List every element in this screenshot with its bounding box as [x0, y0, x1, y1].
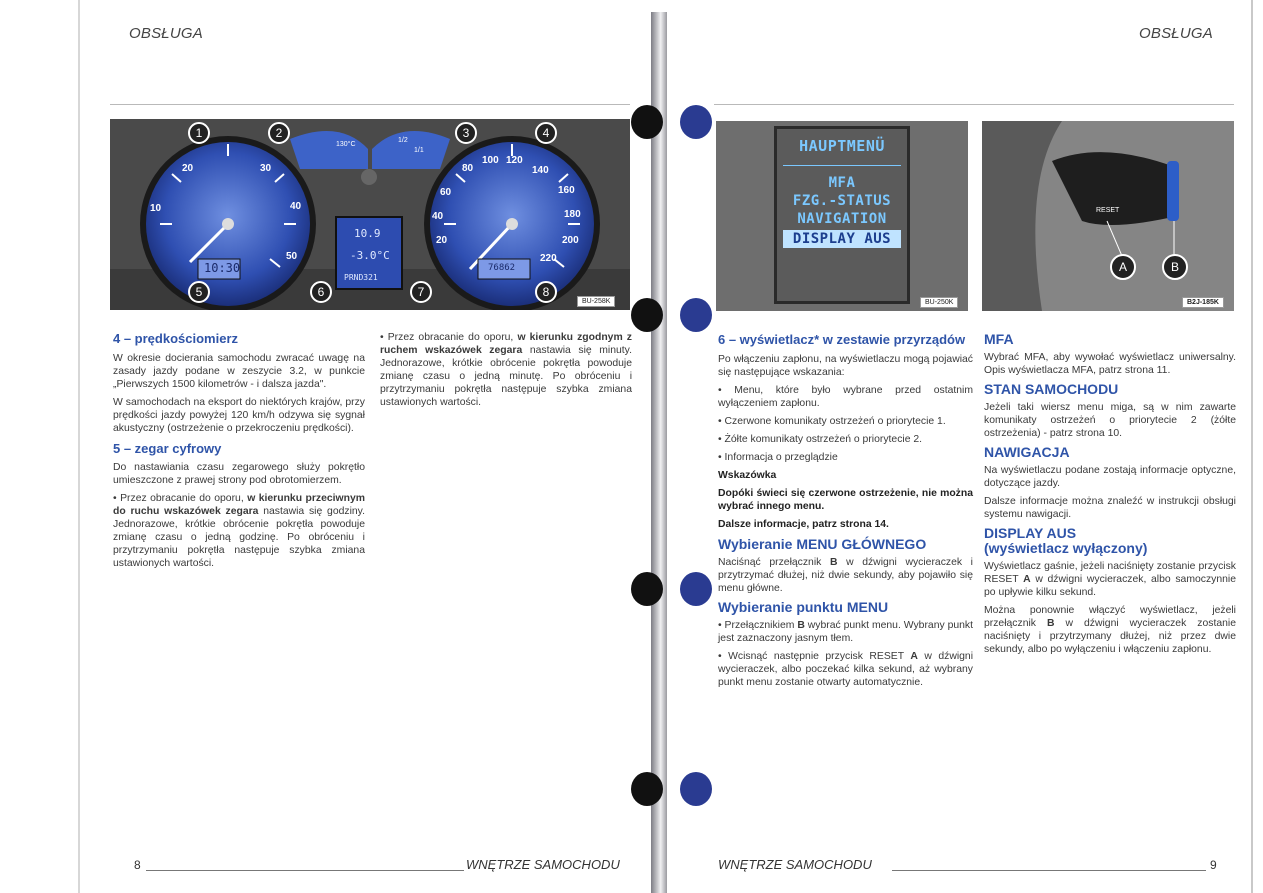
menu-item-status: FZG.-STATUS [792, 193, 892, 209]
header-rule-right [714, 104, 1234, 105]
tacho-tick-20: 20 [436, 235, 448, 246]
binding-dot [680, 572, 712, 606]
callout-3: 3 [455, 122, 477, 144]
text-run: Można ponownie włączyć wyświetlacz, jeżeli przełącznik [984, 605, 1236, 629]
bullet-item: • Żółte komunikaty ostrzeżeń o priorytecie 2. [718, 434, 923, 445]
paragraph [718, 556, 973, 595]
bold-run: B [797, 620, 805, 631]
callout-5: 5 [188, 281, 210, 303]
menu-item-navigation: NAVIGATION [797, 211, 887, 227]
binding-dot [631, 105, 663, 139]
book-binding [651, 12, 667, 893]
text-run: Wyświetlacz gaśnie, jeżeli naciśnięty zostanie przycisk RESET [984, 561, 1236, 585]
bold-run: A [910, 651, 918, 662]
heading-mfa: MFA [984, 331, 1014, 347]
menu-display-photo [716, 121, 968, 311]
heading-vehicle-status: STAN SAMOCHODU [984, 381, 1119, 397]
binding-dot [631, 572, 663, 606]
paragraph: Po włączeniu zapłonu, na wyświetlaczu mogą pojawiać się następujące wskazania: [718, 354, 973, 378]
figure-code: BU-258K [577, 296, 615, 307]
figure-code: B2J-185K [1182, 297, 1224, 308]
binding-dot [680, 105, 712, 139]
bold-run: B [829, 557, 838, 568]
heading-display: 6 – wyświetlacz* w zestawie przyrządów [718, 332, 966, 347]
heading-main-menu: Wybieranie MENU GŁÓWNEGO [718, 536, 927, 552]
running-head-right: OBSŁUGA [1139, 25, 1213, 42]
menu-divider [783, 165, 901, 166]
paragraph: Jeżeli taki wiersz menu miga, są w nim zawarte komunikaty ostrzeżeń o priorytecie 2 (żółte ostrzeżenia) - patrz strona 10. [984, 402, 1236, 439]
text-run: w dźwigni wycieraczek, albo poczekać kilka sekund, aż wybrany punkt menu zostanie otwarty automatycznie. [718, 651, 973, 688]
paragraph: W okresie docierania samochodu zwracać uwagę na zasady jazdy podane w zeszycie 3.2, w punkcie „Pierwszych 1500 kilometrów - i dalsza jazda". [113, 353, 365, 390]
text-run: • Wcisnąć następnie przycisk RESET [718, 651, 911, 662]
note-text: Dopóki świeci się czerwone ostrzeżenie, nie można wybrać innego menu. [718, 488, 973, 512]
footer-rule-left [146, 870, 464, 871]
text-run: w dźwigni wycieraczek i przytrzymać dłużej, niż dwie sekundy, aby pojawiło się menu główne. [718, 557, 973, 594]
bullet-item: • Informacja o przeglądzie [718, 452, 838, 463]
tacho-tick-200: 200 [562, 235, 579, 246]
heading-digital-clock: 5 – zegar cyfrowy [113, 441, 222, 456]
trip-display: 76862 [488, 263, 516, 273]
binding-dot [680, 298, 712, 332]
tacho-tick-40: 40 [432, 211, 444, 222]
tacho-tick-100: 100 [482, 155, 499, 166]
display-odometer: 10.9 [354, 227, 381, 240]
page-number-right: 9 [1210, 858, 1217, 872]
text-run: Naciśnąć przełącznik [718, 557, 830, 568]
note-text: Dalsze informacje, patrz strona 14. [718, 519, 889, 530]
bullet-item: • Czerwone komunikaty ostrzeżeń o priorytecie 1. [718, 416, 946, 427]
callout-7: 7 [410, 281, 432, 303]
display-gear: PRND321 [344, 273, 378, 282]
callout-8: 8 [535, 281, 557, 303]
heading-navigation: NAWIGACJA [984, 444, 1070, 460]
page-number-left: 8 [134, 858, 141, 872]
wiper-stalk-illustration [982, 121, 1234, 311]
text-run: nastawia się godziny. Jednorazowe, krótkie obrócenie pokrętła powoduje zmianę czasu o jedną godzinę. Po obróceniu i przytrzymaniu pokrętła następuje szybka zmiana ustawionych wartości. [113, 506, 365, 569]
display-outside-temp: -3.0°C [350, 249, 390, 262]
right-page-edge [1251, 0, 1253, 893]
header-rule-left [110, 104, 630, 105]
tacho-tick-180: 180 [564, 209, 581, 220]
left-page-edge [78, 0, 80, 893]
text-run: • Przez obracanie do oporu, [380, 332, 518, 343]
bold-run: w kierunku przeciwnym do ruchu wskazówek zegara [113, 493, 365, 517]
footer-title-left: WNĘTRZE SAMOCHODU [466, 857, 620, 872]
tacho-tick-140: 140 [532, 165, 549, 176]
callout-2: 2 [268, 122, 290, 144]
speedo-tick-20: 20 [182, 163, 194, 174]
text-run: w dźwigni wycieraczek zostanie naciśnięty i przytrzymany dłużej, niż przez dwie sekundy, albo po wyłączeniu i włączeniu zapłonu. [984, 618, 1236, 655]
instrument-cluster-photo [110, 119, 630, 310]
paragraph: Dalsze informacje można znaleźć w instrukcji obsługi systemu nawigacji. [984, 496, 1236, 520]
paragraph [380, 331, 632, 409]
paragraph [984, 560, 1236, 599]
menu-item-mfa: MFA [828, 175, 856, 191]
note-title: Wskazówka [718, 470, 777, 481]
text-run: • Przez obracanie do oporu, [113, 493, 248, 504]
paragraph [984, 604, 1236, 656]
binding-dot [631, 298, 663, 332]
paragraph: Wybrać MFA, aby wywołać wyświetlacz uniwersalny. Opis wyświetlacza MFA, patrz strona 11. [984, 352, 1236, 376]
binding-dot [680, 772, 712, 806]
heading-display-off: DISPLAY AUS [984, 525, 1077, 541]
menu-display-screen [774, 126, 910, 304]
callout-b: B [1162, 254, 1188, 280]
tacho-tick-120: 120 [506, 155, 523, 166]
tacho-tick-220: 220 [540, 253, 557, 264]
paragraph [718, 619, 973, 645]
wiper-stalk-photo [982, 121, 1234, 311]
paragraph: Do nastawiania czasu zegarowego służy pokrętło umieszczone z prawej strony pod obrotomierzem. [113, 462, 365, 486]
callout-6: 6 [310, 281, 332, 303]
menu-title: HAUPTMENÜ [799, 137, 885, 155]
text-run: w dźwigni wycieraczek, albo samoczynnie po upływie kilku sekund. [984, 574, 1236, 598]
right-column-1 [718, 332, 973, 694]
bullet-item: • Menu, które było wybrane przed ostatnim wyłączeniem zapłonu. [718, 385, 973, 409]
paragraph: Na wyświetlaczu podane zostają informacje optyczne, dotyczące jazdy. [984, 465, 1236, 489]
menu-item-display-off: DISPLAY AUS [783, 230, 901, 248]
footer-rule-right [892, 870, 1206, 871]
paragraph: W samochodach na eksport do niektórych krajów, przy prędkości jazdy powyżej 120 km/h odzywa się sygnał akustyczny (ostrzeżenie o przekroczeniu prędkości). [113, 397, 365, 434]
speedo-tick-10: 10 [150, 203, 162, 214]
paragraph [113, 492, 365, 570]
fuel-gauge-half: 1/2 [398, 137, 408, 144]
reset-label: RESET [1096, 207, 1120, 214]
text-run: wybrać punkt menu. Wybrany punkt jest zaznaczony jasnym tłem. [718, 620, 974, 644]
binding-dot [631, 772, 663, 806]
speedo-tick-50: 50 [286, 251, 298, 262]
temp-gauge-label: 130°C [336, 141, 356, 148]
tacho-tick-160: 160 [558, 185, 575, 196]
speedo-tick-30: 30 [260, 163, 272, 174]
digital-clock: 10:30 [204, 261, 241, 275]
fuel-gauge-full: 1/1 [414, 147, 424, 154]
callout-1: 1 [188, 122, 210, 144]
left-column-2 [380, 331, 632, 414]
figure-code: BU-250K [920, 297, 958, 308]
footer-title-right: WNĘTRZE SAMOCHODU [718, 857, 872, 872]
callout-4: 4 [535, 122, 557, 144]
text-run: nastawia się minuty. Jednorazowe, krótkie obrócenie pokrętła powoduje zmianę czasu o jedną minutę. Po obróceniu i przytrzymaniu pokrętła następuje szybka zmiana ustawionych wartości. [380, 345, 632, 408]
tacho-tick-80: 80 [462, 163, 474, 174]
bold-run: w kierunku zgodnym z ruchem wskazówek zegara [380, 332, 632, 356]
bold-run: A [1023, 574, 1031, 585]
heading-display-off-sub: (wyświetlacz wyłączony) [984, 540, 1148, 556]
right-column-2 [984, 332, 1236, 661]
paragraph [718, 650, 973, 689]
left-column-1 [113, 331, 365, 575]
heading-speedometer: 4 – prędkościomierz [113, 331, 238, 346]
tacho-tick-60: 60 [440, 187, 452, 198]
text-run: • Przełącznikiem [718, 620, 798, 631]
bold-run: B [1046, 618, 1055, 629]
heading-menu-point: Wybieranie punktu MENU [718, 599, 889, 615]
callout-a: A [1110, 254, 1136, 280]
speedo-tick-40: 40 [290, 201, 302, 212]
running-head-left: OBSŁUGA [129, 25, 203, 42]
